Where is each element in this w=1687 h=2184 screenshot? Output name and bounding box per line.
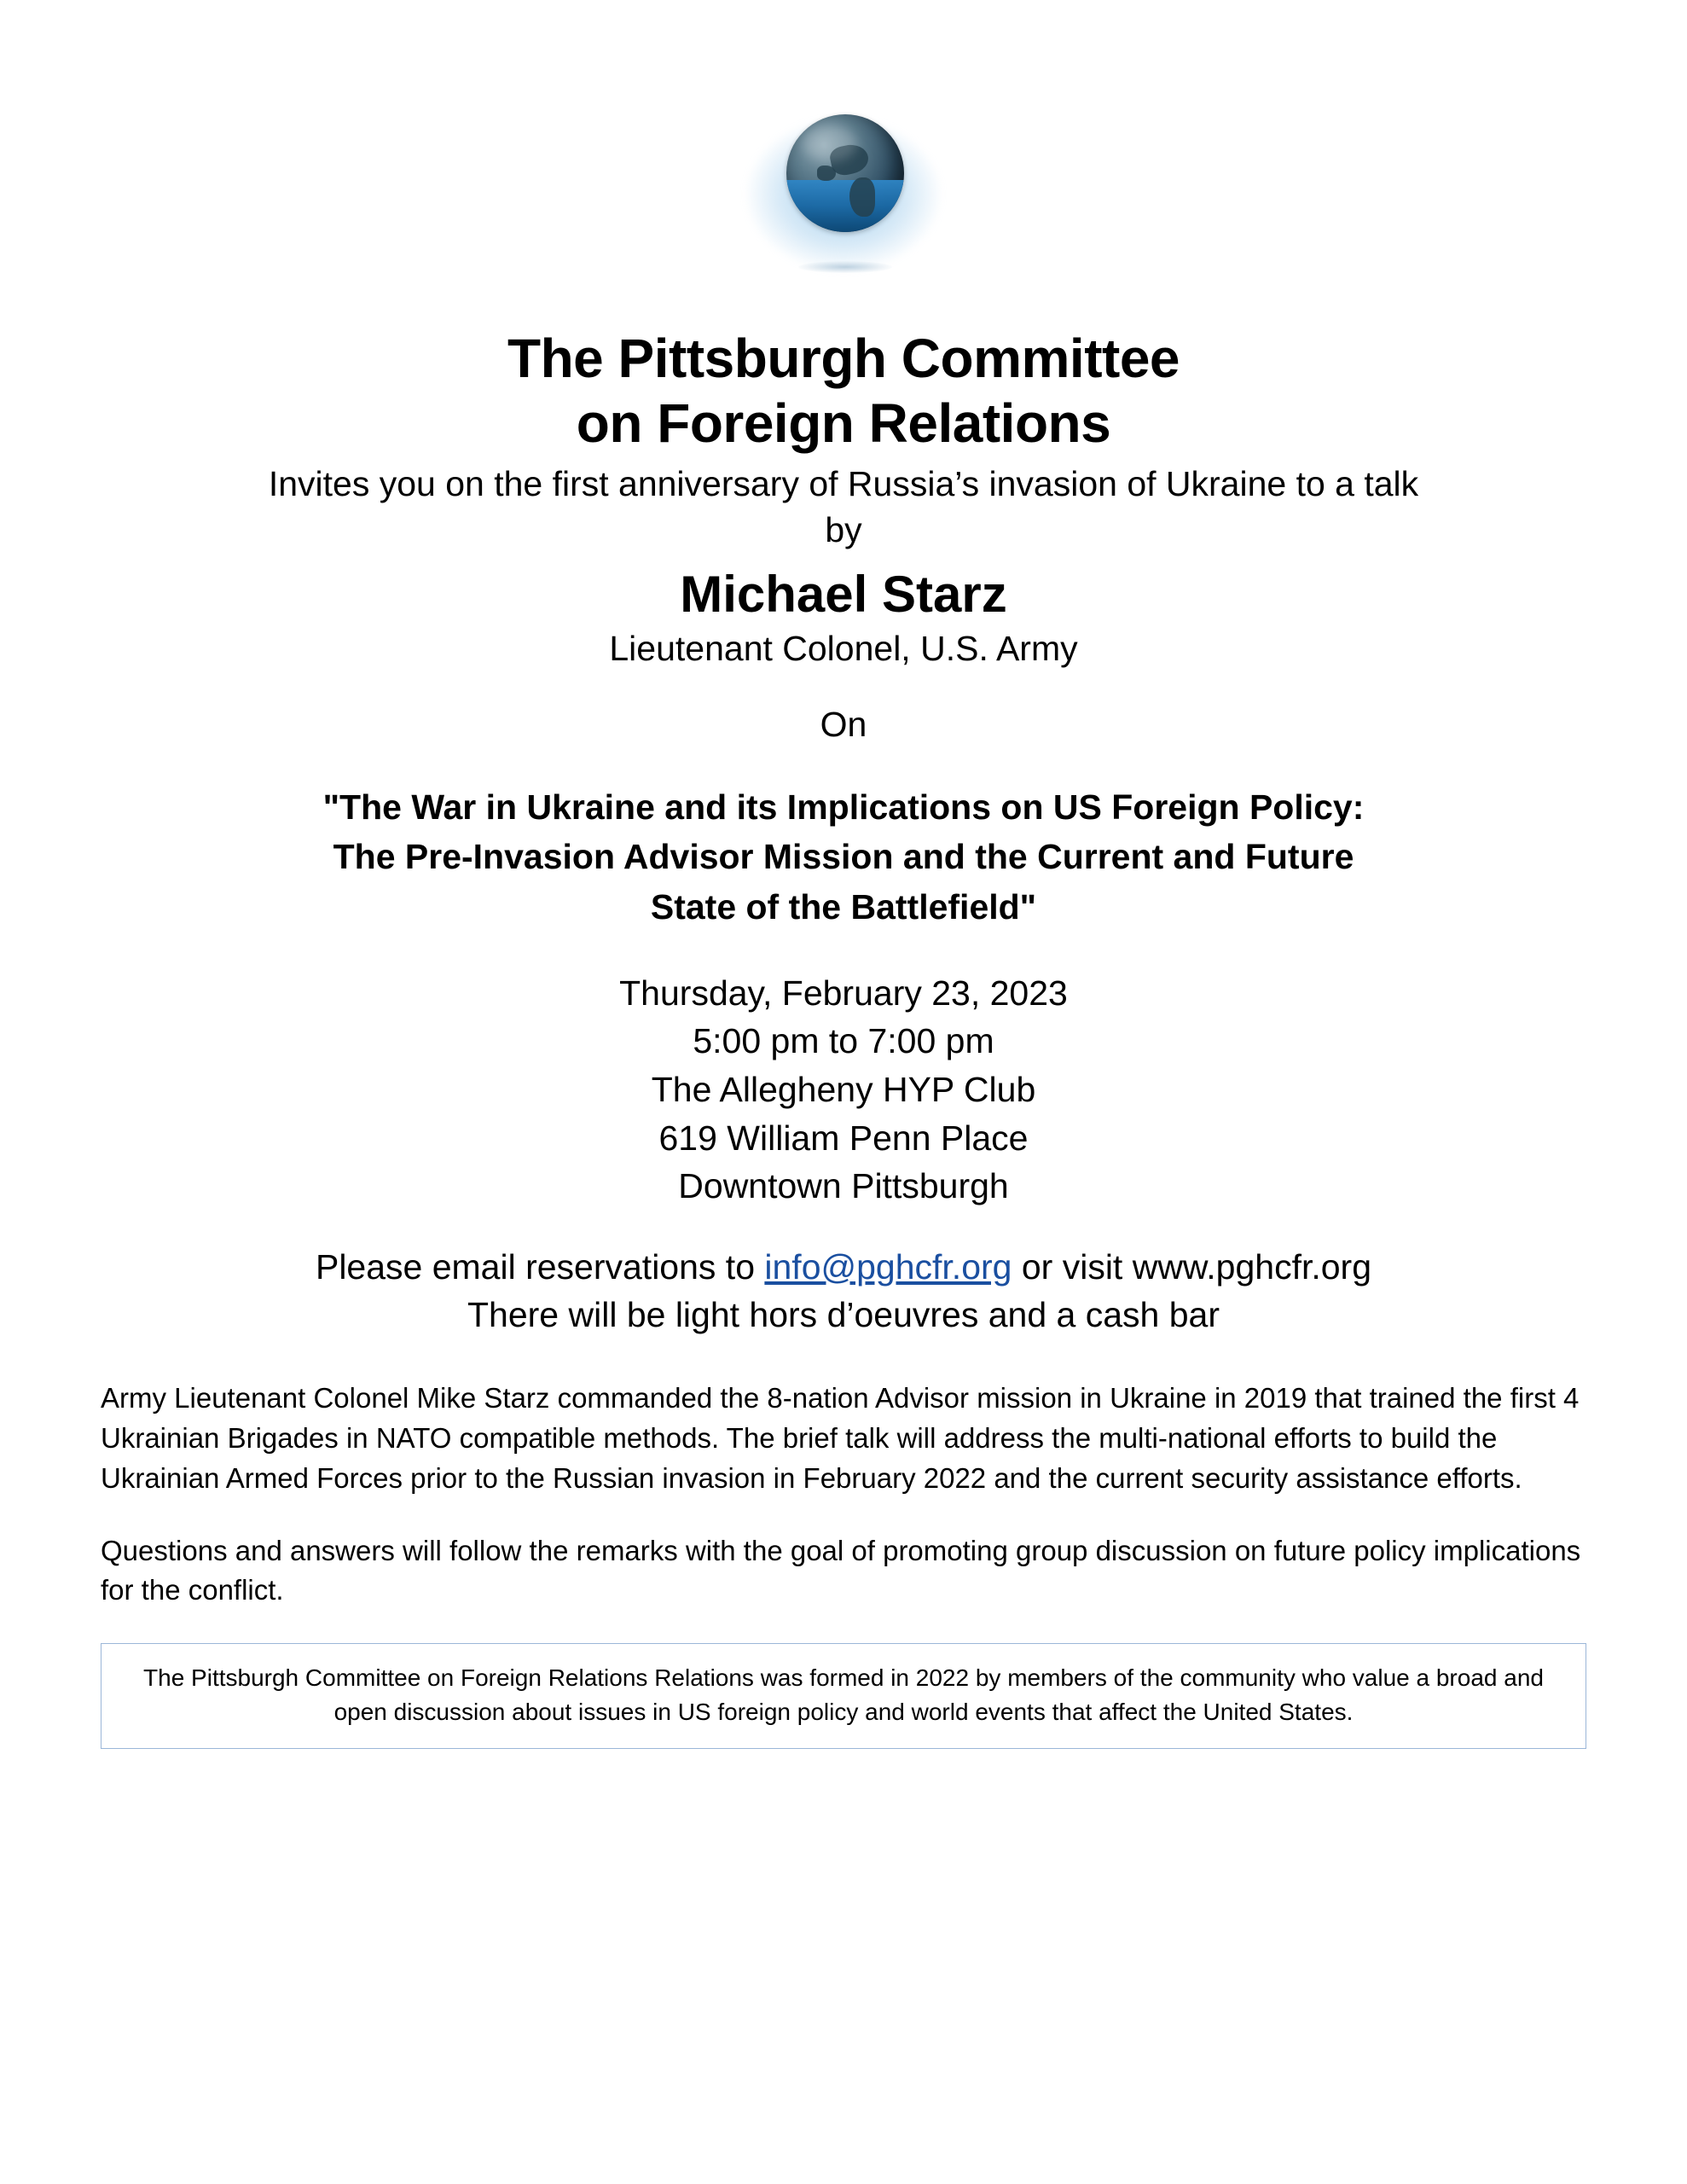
- rsvp-line: [101, 1243, 1586, 1292]
- rsvp-block: [101, 1243, 1586, 1339]
- event-date: Thursday, February 23, 2023: [619, 973, 1068, 1013]
- globe-landmass: [817, 166, 836, 181]
- globe-sphere: [786, 114, 904, 232]
- talk-title-line2: The Pre-Invasion Advisor Mission and the Current and Future: [333, 837, 1354, 877]
- organization-title: [101, 327, 1586, 456]
- organization-title-line2: on Foreign Relations: [576, 392, 1111, 454]
- speaker-rank: Lieutenant Colonel, U.S. Army: [609, 629, 1078, 669]
- rsvp-middle: or visit: [1012, 1246, 1133, 1287]
- rsvp-website: www.pghcfr.org: [1132, 1246, 1372, 1287]
- talk-title: [101, 782, 1586, 932]
- talk-title-line1: "The War in Ukraine and its Implications on US Foreign Policy:: [322, 787, 1365, 828]
- rsvp-refreshments: There will be light hors d’oeuvres and a cash bar: [467, 1295, 1220, 1335]
- by-word: by: [825, 510, 862, 550]
- event-city: Downtown Pittsburgh: [678, 1166, 1009, 1206]
- globe-landmass: [849, 177, 875, 217]
- speaker-name: Michael Starz: [680, 566, 1007, 624]
- globe-shadow: [798, 261, 892, 273]
- talk-title-line3: State of the Battlefield": [650, 886, 1037, 926]
- invitation-line: Invites you on the first anniversary of Russia’s invasion of Ukraine to a talk: [268, 464, 1419, 504]
- rsvp-prefix: Please email reservations to: [315, 1246, 765, 1287]
- body-paragraph-2: Questions and answers will follow the remarks with the goal of promoting group discussion on future policy implications for the conflict.: [101, 1534, 1581, 1606]
- event-address: 619 William Penn Place: [658, 1118, 1029, 1158]
- organization-title-line1: The Pittsburgh Committee: [507, 328, 1180, 389]
- event-venue: The Allegheny HYP Club: [651, 1070, 1036, 1110]
- rsvp-email-link[interactable]: info@pghcfr.org: [764, 1246, 1012, 1287]
- globe-icon: [745, 102, 942, 286]
- event-details: [101, 969, 1586, 1211]
- event-time: 5:00 pm to 7:00 pm: [693, 1021, 994, 1061]
- about-note-box: [101, 1643, 1586, 1749]
- body-paragraph-1: Army Lieutenant Colonel Mike Starz commanded the 8-nation Advisor mission in Ukraine in 2019 that trained the first 4 Ukrainian Brigades in NATO compatible methods. The brief talk will address the multi-national efforts to build the Ukrainian Armed Forces prior to the Russian invasion in February 2022 and the current security assistance efforts.: [101, 1381, 1580, 1494]
- about-note-text: The Pittsburgh Committee on Foreign Relations Relations was formed in 2022 by members of the community who value a broad and open discussion about issues in US foreign policy and world events that affect the United States.: [143, 1664, 1544, 1725]
- on-word: On: [820, 705, 867, 745]
- logo-container: [101, 102, 1586, 286]
